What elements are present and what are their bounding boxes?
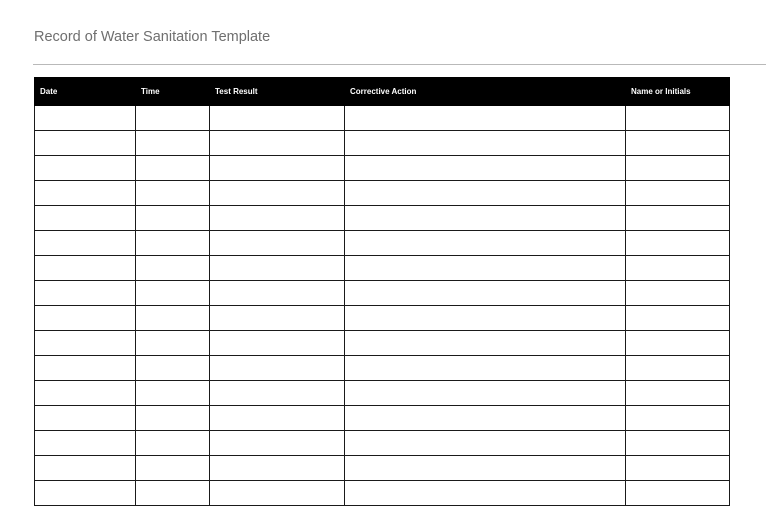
table-row	[35, 481, 730, 506]
table-body	[35, 106, 730, 506]
time-cell[interactable]	[136, 406, 210, 431]
corrective-action-cell[interactable]	[345, 281, 626, 306]
table-row	[35, 206, 730, 231]
sanitation-log-table	[34, 77, 730, 506]
test-result-cell[interactable]	[210, 431, 345, 456]
time-cell[interactable]	[136, 356, 210, 381]
time-cell[interactable]	[136, 231, 210, 256]
column-header-corrective-action: Corrective Action	[345, 78, 626, 106]
table-row	[35, 131, 730, 156]
date-cell[interactable]	[35, 181, 136, 206]
table-row	[35, 356, 730, 381]
date-cell[interactable]	[35, 106, 136, 131]
date-cell[interactable]	[35, 356, 136, 381]
table-row	[35, 406, 730, 431]
table-row	[35, 106, 730, 131]
corrective-action-cell[interactable]	[345, 231, 626, 256]
test-result-cell[interactable]	[210, 106, 345, 131]
date-cell[interactable]	[35, 431, 136, 456]
corrective-action-cell[interactable]	[345, 456, 626, 481]
corrective-action-cell[interactable]	[345, 406, 626, 431]
name-or-initials-cell[interactable]	[626, 131, 730, 156]
date-cell[interactable]	[35, 406, 136, 431]
corrective-action-cell[interactable]	[345, 431, 626, 456]
date-cell[interactable]	[35, 456, 136, 481]
table-row	[35, 181, 730, 206]
time-cell[interactable]	[136, 456, 210, 481]
date-cell[interactable]	[35, 481, 136, 506]
page-title: Record of Water Sanitation Template	[34, 29, 271, 45]
test-result-cell[interactable]	[210, 256, 345, 281]
time-cell[interactable]	[136, 481, 210, 506]
date-cell[interactable]	[35, 331, 136, 356]
table-row	[35, 431, 730, 456]
date-cell[interactable]	[35, 306, 136, 331]
table-row	[35, 281, 730, 306]
corrective-action-cell[interactable]	[345, 106, 626, 131]
test-result-cell[interactable]	[210, 381, 345, 406]
test-result-cell[interactable]	[210, 331, 345, 356]
name-or-initials-cell[interactable]	[626, 356, 730, 381]
test-result-cell[interactable]	[210, 206, 345, 231]
time-cell[interactable]	[136, 156, 210, 181]
test-result-cell[interactable]	[210, 306, 345, 331]
table-row	[35, 381, 730, 406]
test-result-cell[interactable]	[210, 281, 345, 306]
name-or-initials-cell[interactable]	[626, 406, 730, 431]
column-header-name-or-initials: Name or Initials	[626, 78, 730, 106]
date-cell[interactable]	[35, 256, 136, 281]
test-result-cell[interactable]	[210, 231, 345, 256]
time-cell[interactable]	[136, 206, 210, 231]
test-result-cell[interactable]	[210, 456, 345, 481]
table-row	[35, 331, 730, 356]
table-row	[35, 256, 730, 281]
test-result-cell[interactable]	[210, 156, 345, 181]
name-or-initials-cell[interactable]	[626, 206, 730, 231]
corrective-action-cell[interactable]	[345, 481, 626, 506]
name-or-initials-cell[interactable]	[626, 431, 730, 456]
test-result-cell[interactable]	[210, 406, 345, 431]
corrective-action-cell[interactable]	[345, 181, 626, 206]
table-row	[35, 156, 730, 181]
time-cell[interactable]	[136, 106, 210, 131]
corrective-action-cell[interactable]	[345, 256, 626, 281]
corrective-action-cell[interactable]	[345, 306, 626, 331]
date-cell[interactable]	[35, 381, 136, 406]
column-header-date: Date	[35, 78, 136, 106]
time-cell[interactable]	[136, 131, 210, 156]
name-or-initials-cell[interactable]	[626, 456, 730, 481]
date-cell[interactable]	[35, 231, 136, 256]
test-result-cell[interactable]	[210, 131, 345, 156]
time-cell[interactable]	[136, 381, 210, 406]
name-or-initials-cell[interactable]	[626, 231, 730, 256]
column-header-test-result: Test Result	[210, 78, 345, 106]
corrective-action-cell[interactable]	[345, 356, 626, 381]
table-header-row	[35, 78, 730, 106]
name-or-initials-cell[interactable]	[626, 381, 730, 406]
table-row	[35, 456, 730, 481]
date-cell[interactable]	[35, 281, 136, 306]
test-result-cell[interactable]	[210, 481, 345, 506]
table-row	[35, 231, 730, 256]
corrective-action-cell[interactable]	[345, 206, 626, 231]
name-or-initials-cell[interactable]	[626, 306, 730, 331]
name-or-initials-cell[interactable]	[626, 256, 730, 281]
title-divider	[33, 64, 766, 65]
corrective-action-cell[interactable]	[345, 331, 626, 356]
date-cell[interactable]	[35, 206, 136, 231]
time-cell[interactable]	[136, 331, 210, 356]
test-result-cell[interactable]	[210, 181, 345, 206]
name-or-initials-cell[interactable]	[626, 106, 730, 131]
name-or-initials-cell[interactable]	[626, 156, 730, 181]
name-or-initials-cell[interactable]	[626, 181, 730, 206]
time-cell[interactable]	[136, 181, 210, 206]
name-or-initials-cell[interactable]	[626, 331, 730, 356]
corrective-action-cell[interactable]	[345, 156, 626, 181]
name-or-initials-cell[interactable]	[626, 481, 730, 506]
time-cell[interactable]	[136, 431, 210, 456]
time-cell[interactable]	[136, 306, 210, 331]
column-header-time: Time	[136, 78, 210, 106]
corrective-action-cell[interactable]	[345, 381, 626, 406]
date-cell[interactable]	[35, 131, 136, 156]
time-cell[interactable]	[136, 281, 210, 306]
time-cell[interactable]	[136, 256, 210, 281]
date-cell[interactable]	[35, 156, 136, 181]
table-row	[35, 306, 730, 331]
corrective-action-cell[interactable]	[345, 131, 626, 156]
test-result-cell[interactable]	[210, 356, 345, 381]
name-or-initials-cell[interactable]	[626, 281, 730, 306]
